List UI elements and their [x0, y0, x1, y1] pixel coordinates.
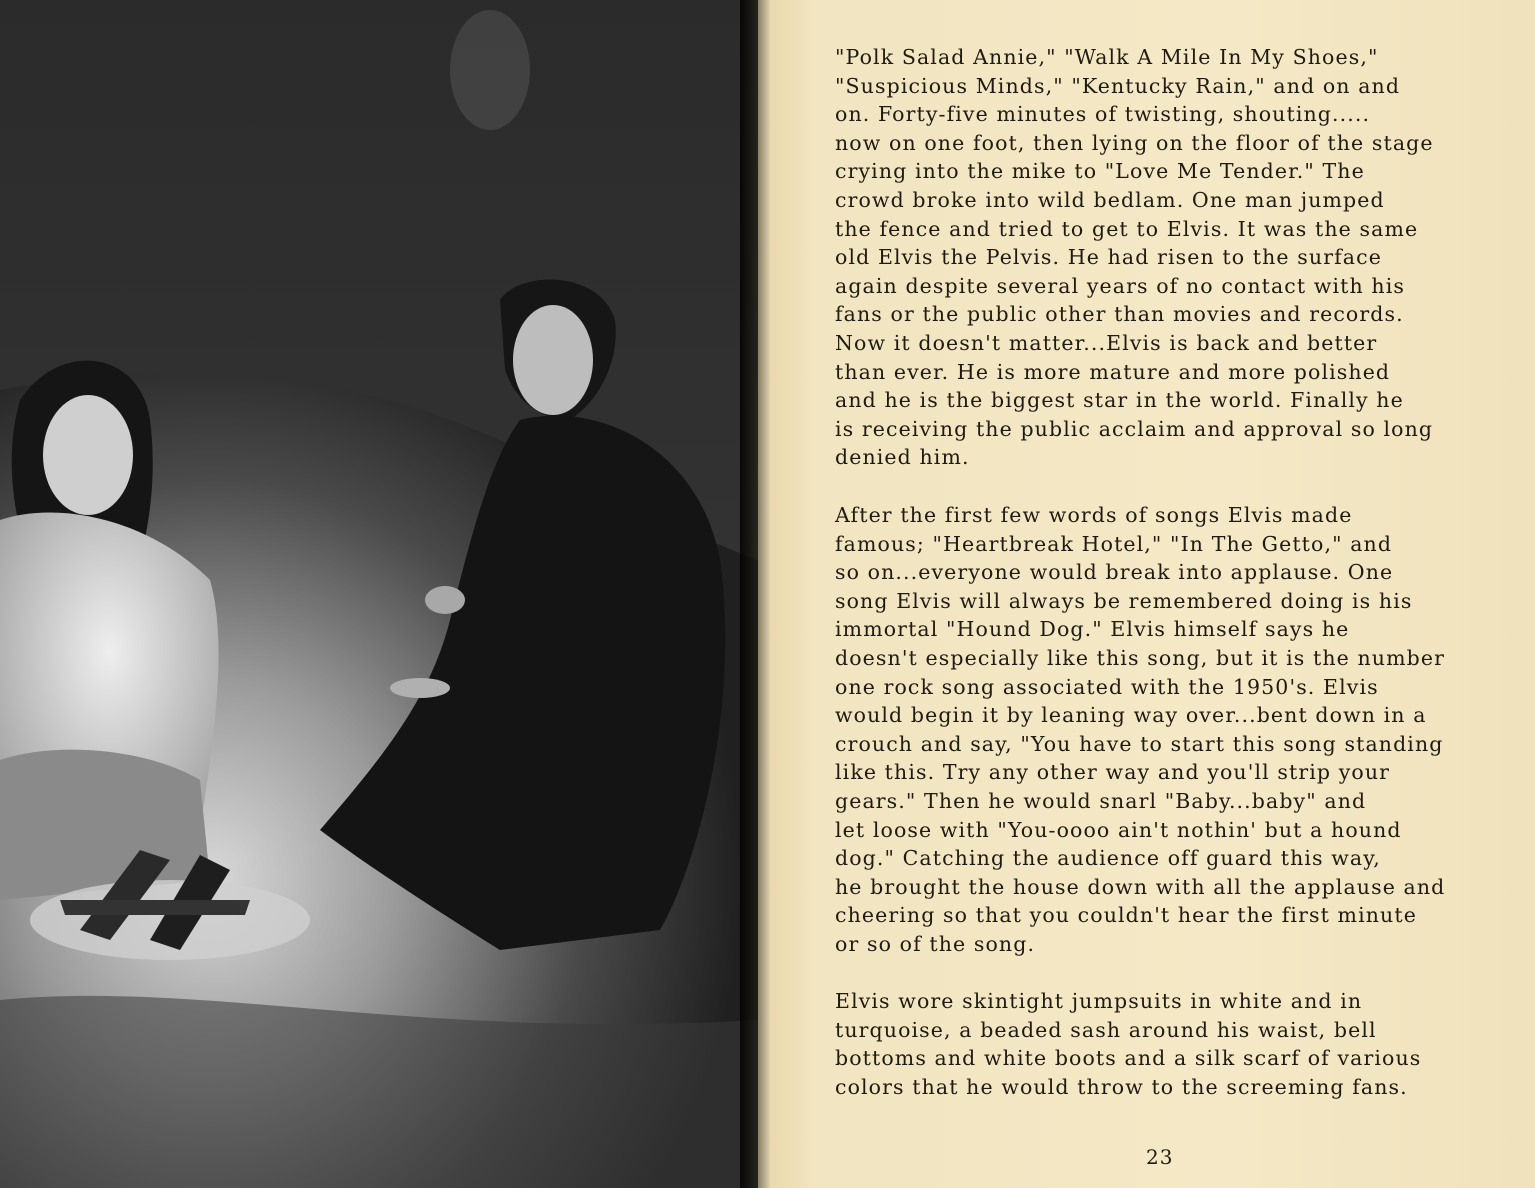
page-number: 23: [1146, 1145, 1174, 1169]
beach-campfire-photograph: [0, 0, 758, 1188]
photograph-icon: [0, 0, 758, 1188]
book-gutter: [740, 0, 770, 1188]
sand-shadow: [0, 996, 758, 1188]
paragraph-3: Elvis wore skintight jumpsuits in white and in turquoise, a beaded sash around his waist, bell bottoms and white boots and a silk scarf of various colors that he would throw to the screeming fans.: [835, 989, 1422, 1099]
text-page: [770, 0, 1535, 1188]
paragraph-2: After the first few words of songs Elvis made famous; "Heartbreak Hotel," "In The Getto," and so on...everyone would break into applause. One song Elvis will always be remembered doing is his immortal "Hound Dog." Elvis himself says he doesn't especially like this song, but it is the number one rock song associated with the 1950's. Elvis would begin it by leaning way over...bent down in a crouch and say, "You have to start this song standing like this. Try any other way and you'll strip your gears." Then he would snarl "Baby...baby" and let loose with "You-oooo ain't nothin' but a hound dog." Catching the audience off guard this way, he brought the house down with all the applause and cheering so that you couldn't hear the first minute or so of the song.: [835, 503, 1446, 956]
background-tree: [450, 10, 530, 130]
paragraph-1: "Polk Salad Annie," "Walk A Mile In My Shoes," "Suspicious Minds," "Kentucky Rain," and on and on. Forty-five minutes of twisting, shouting..... now on one foot, then lying on the floor of the stage crying into the mike to "Love Me Tender." The crowd broke into wild bedlam. One man jumped the fence and tried to get to Elvis. It was the same old Elvis the Pelvis. He had risen to the surface again despite several years of no contact with his fans or the public other than movies and records. Now it doesn't matter...Elvis is back and better than ever. He is more mature and more polished and he is the biggest star in the world. Finally he is receiving the public acclaim and approval so long denied him.: [835, 45, 1434, 470]
